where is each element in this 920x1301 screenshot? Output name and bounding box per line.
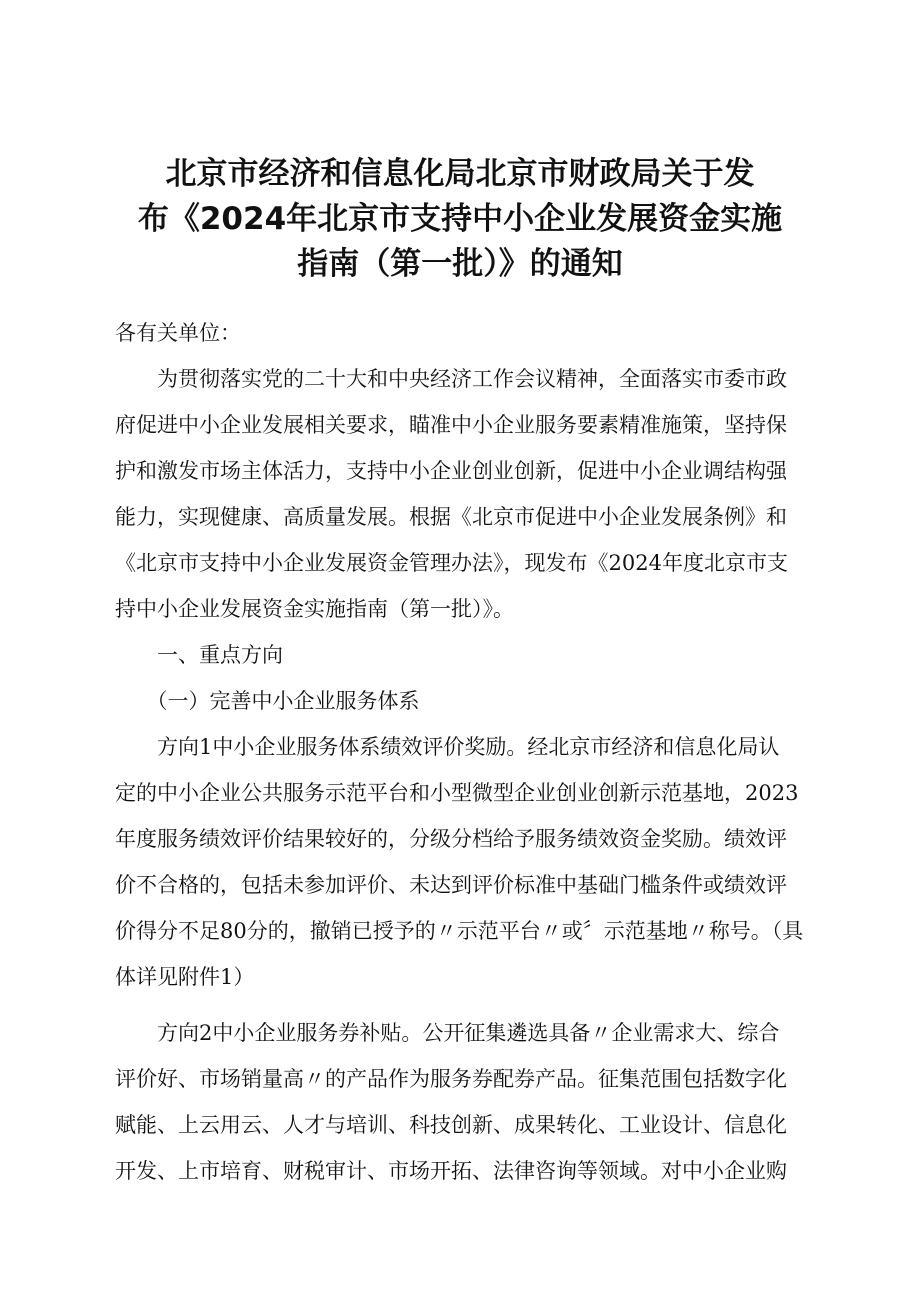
paragraph-line: 为贯彻落实党的二十大和中央经济工作会议精神，全面落实市委市政 [115, 367, 787, 391]
paragraph-line: 开发、上市培育、财税审计、市场开拓、法律咨询等领域。对中小企业购 [115, 1159, 787, 1183]
title-line-2: 布《2024年北京市支持中小企业发展资金实施 [137, 201, 783, 237]
paragraph-line: 方向2中小企业服务券补贴。公开征集遴选具备〃企业需求大、综合 [115, 1021, 780, 1045]
paragraph-line: 护和激发市场主体活力，支持中小企业创业创新，促进中小企业调结构强 [115, 459, 787, 483]
title-line-3: 指南（第一批）》的通知 [297, 246, 623, 282]
paragraph-line: 价得分不足80分的，撤销已授予的〃示范平台〃或〞示范基地〃称号。（具 [115, 919, 804, 943]
paragraph-line: 府促进中小企业发展相关要求，瞄准中小企业服务要素精准施策，坚持保 [115, 413, 787, 437]
paragraph-direction-2 [115, 1010, 812, 1194]
document-body [115, 310, 812, 1194]
title-line-1: 北京市经济和信息化局北京市财政局关于发 [165, 156, 755, 192]
paragraph-line: 《北京市支持中小企业发展资金管理办法》，现发布《2024年度北京市支 [115, 551, 788, 575]
section-heading: 一、重点方向 [115, 643, 283, 667]
paragraph-line: 定的中小企业公共服务示范平台和小型微型企业创业创新示范基地，2023 [115, 781, 799, 805]
salutation: 各有关单位： [115, 321, 241, 345]
paragraph-line: 评价好、市场销量高〃的产品作为服务券配券产品。征集范围包括数字化 [115, 1067, 787, 1091]
paragraph-line: 持中小企业发展资金实施指南（第一批）》。 [115, 597, 514, 621]
paragraph-line: 能力，实现健康、高质量发展。根据《北京市促进中小企业发展条例》和 [115, 505, 787, 529]
subsection-heading: （一）完善中小企业服务体系 [115, 689, 420, 713]
paragraph-line: 年度服务绩效评价结果较好的，分级分档给予服务绩效资金奖励。绩效评 [115, 827, 787, 851]
document-title [110, 152, 810, 287]
paragraph-line: 体详见附件1） [115, 965, 255, 989]
paragraph-line: 价不合格的，包括未参加评价、未达到评价标准中基础门槛条件或绩效评 [115, 873, 787, 897]
paragraph-intro [115, 356, 812, 632]
paragraph-line: 方向1中小企业服务体系绩效评价奖励。经北京市经济和信息化局认 [115, 735, 780, 759]
paragraph-line: 赋能、上云用云、人才与培训、科技创新、成果转化、工业设计、信息化 [115, 1113, 787, 1137]
paragraph-gap [115, 1000, 812, 1010]
paragraph-direction-1 [115, 724, 812, 1000]
